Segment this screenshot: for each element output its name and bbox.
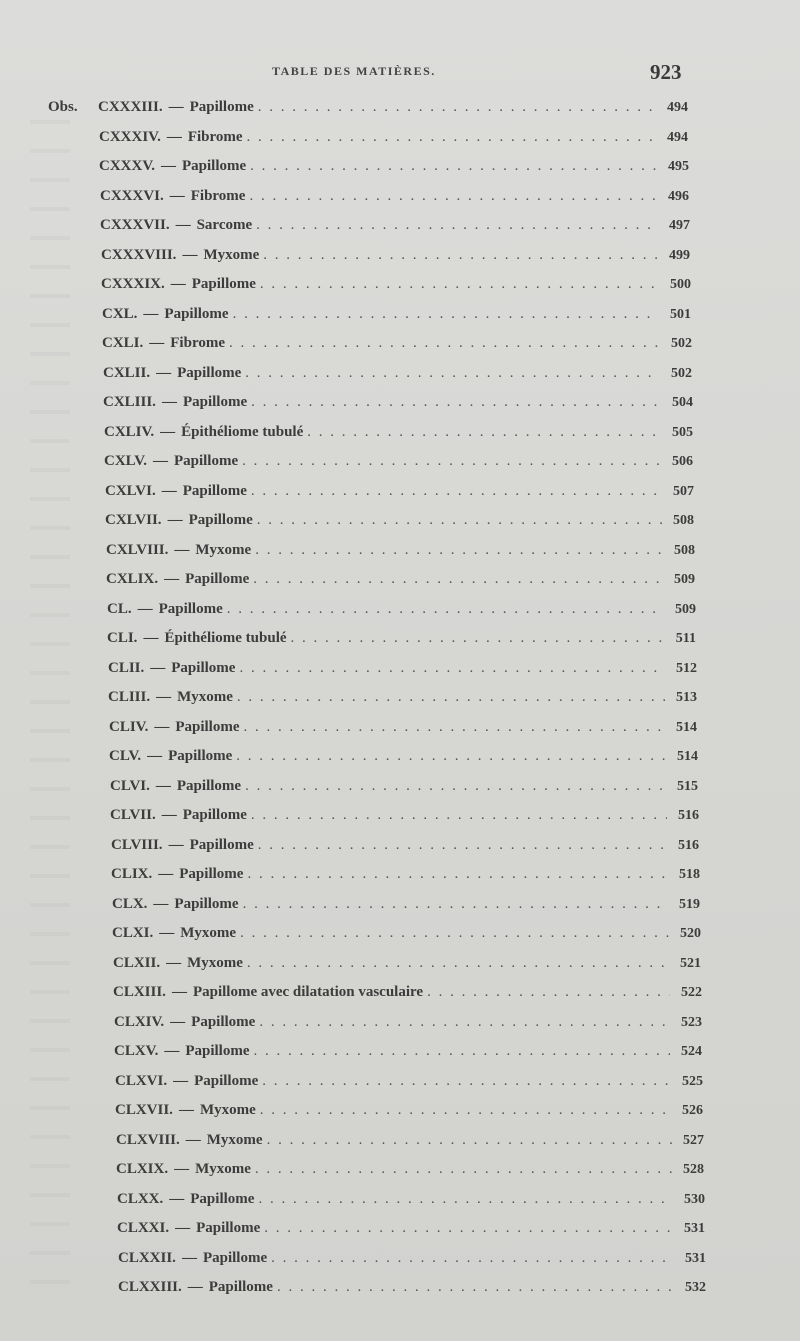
dot-leader — [242, 453, 661, 470]
observation-number: CLVII. — [110, 807, 156, 823]
observation-number: CLXV. — [114, 1043, 159, 1059]
em-dash: — — [150, 660, 166, 676]
em-dash: — — [169, 1191, 185, 1207]
toc-entry — [105, 483, 694, 509]
toc-entry — [110, 778, 698, 804]
toc-entry — [107, 601, 696, 627]
entry-page-number: 531 — [684, 1221, 705, 1236]
dot-leader — [249, 188, 657, 205]
entry-page-number: 531 — [685, 1251, 706, 1266]
entry-title: Papillome — [189, 837, 254, 853]
observation-number: CXLIII. — [103, 394, 156, 410]
observation-number: CLIX. — [111, 866, 153, 882]
entry-page-number: 506 — [672, 454, 693, 469]
entry-title: Myxome — [203, 247, 260, 263]
entry-title: Épithéliome tubulé — [181, 424, 304, 440]
em-dash: — — [161, 807, 177, 823]
em-dash: — — [166, 955, 182, 971]
entry-title: Papillome — [191, 1014, 256, 1030]
running-head: TABLE DES MATIÈRES. — [272, 64, 436, 78]
toc-entry — [118, 1279, 706, 1305]
dot-leader — [247, 866, 668, 883]
entry-page-number: 511 — [675, 631, 696, 646]
em-dash: — — [174, 1161, 190, 1177]
observation-number: CXXXVI. — [100, 188, 164, 204]
em-dash: — — [159, 925, 175, 941]
dot-leader — [255, 542, 663, 559]
dot-leader — [291, 630, 664, 647]
entry-title: Papillome — [164, 306, 229, 322]
entry-page-number: 516 — [678, 838, 699, 853]
toc-entry — [101, 276, 691, 302]
em-dash: — — [156, 365, 172, 381]
toc-entry — [117, 1220, 705, 1246]
dot-leader — [255, 1161, 672, 1178]
entry-title: Papillome — [158, 601, 223, 617]
toc-entry — [116, 1132, 704, 1158]
entry-page-number: 512 — [676, 661, 697, 676]
toc-entry — [104, 424, 693, 450]
observation-number: CLVI. — [110, 778, 150, 794]
observation-number: CXL. — [102, 306, 138, 322]
em-dash: — — [160, 424, 176, 440]
observation-number: CXXXVIII. — [101, 247, 177, 263]
entry-title: Sarcome — [196, 217, 253, 233]
toc-entry — [116, 1161, 704, 1187]
observation-number: CXLVII. — [105, 512, 162, 528]
entry-page-number: 494 — [667, 100, 688, 115]
entry-page-number: 519 — [679, 897, 700, 912]
observation-number: CLI. — [107, 630, 138, 646]
observation-number: CLVIII. — [111, 837, 163, 853]
em-dash: — — [175, 1220, 191, 1236]
entry-title: Papillome — [181, 158, 247, 174]
em-dash: — — [147, 748, 163, 764]
entry-page-number: 516 — [678, 808, 699, 823]
dot-leader — [277, 1279, 674, 1296]
entry-title: Myxome — [195, 1161, 251, 1177]
entry-page-number: 525 — [682, 1074, 703, 1089]
dot-leader — [257, 512, 662, 529]
entry-page-number: 526 — [682, 1103, 703, 1118]
entry-page-number: 502 — [671, 336, 692, 351]
dot-leader — [258, 1191, 673, 1208]
entry-page-number: 501 — [670, 307, 691, 322]
toc-entry — [100, 217, 690, 243]
toc-entry — [113, 984, 702, 1010]
entry-page-number: 509 — [675, 602, 696, 617]
entry-title: Myxome — [195, 542, 252, 558]
toc-entry — [102, 335, 692, 361]
em-dash: — — [149, 335, 165, 351]
em-dash: — — [175, 217, 191, 233]
page-number: 923 — [650, 60, 682, 84]
observation-number: CXLVIII. — [106, 542, 169, 558]
entry-title: Papillome — [182, 483, 247, 499]
observation-number: CXLIV. — [104, 424, 155, 440]
toc-entry — [108, 689, 697, 715]
dot-leader — [258, 837, 667, 854]
em-dash: — — [156, 689, 172, 705]
observation-number: CXXXIII. — [98, 99, 163, 115]
entry-page-number: 528 — [683, 1162, 704, 1177]
entry-page-number: 524 — [681, 1044, 702, 1059]
entry-page-number: 499 — [669, 248, 690, 263]
entry-title: Papillome — [182, 807, 247, 823]
dot-leader — [251, 394, 661, 411]
dot-leader — [254, 1043, 671, 1060]
entry-title: Myxome — [199, 1102, 256, 1118]
observation-number: CLXIX. — [116, 1161, 169, 1177]
entry-title: Fibrome — [170, 335, 225, 351]
entry-page-number: 515 — [677, 779, 698, 794]
toc-entry — [117, 1191, 705, 1217]
toc-entry — [111, 866, 700, 892]
em-dash: — — [185, 1132, 201, 1148]
em-dash: — — [181, 1250, 197, 1266]
entry-title: Papillome — [196, 1220, 261, 1236]
entry-page-number: 522 — [681, 985, 702, 1000]
dot-leader — [262, 1073, 671, 1090]
entry-page-number: 518 — [679, 867, 700, 882]
entry-title: Fibrome — [190, 188, 246, 204]
dot-leader — [240, 925, 669, 942]
dot-leader — [256, 217, 658, 234]
entry-title: Papillome — [182, 394, 248, 410]
observation-number: CLV. — [109, 748, 142, 764]
entry-page-number: 495 — [668, 159, 689, 174]
toc-entry — [114, 1014, 702, 1040]
dot-leader — [253, 571, 663, 588]
observation-number: CXLV. — [104, 453, 147, 469]
em-dash: — — [170, 276, 186, 292]
toc-entry — [104, 453, 693, 479]
em-dash: — — [160, 158, 176, 174]
entry-page-number: 507 — [673, 484, 694, 499]
dot-leader — [271, 1250, 674, 1267]
entry-page-number: 509 — [674, 572, 695, 587]
entry-title: Papillome — [185, 571, 250, 587]
dot-leader — [264, 1220, 673, 1237]
toc-entry — [109, 719, 697, 745]
entry-title: Papillome — [175, 719, 240, 735]
observation-number: CLXI. — [112, 925, 154, 941]
em-dash: — — [143, 630, 159, 646]
entry-page-number: 500 — [670, 277, 691, 292]
entry-title: Papillome — [190, 1191, 255, 1207]
toc-entry — [100, 188, 689, 214]
dot-leader — [251, 807, 667, 824]
toc-entry — [113, 955, 701, 981]
entry-title: Myxome — [206, 1132, 263, 1148]
entry-page-number: 532 — [685, 1280, 706, 1295]
entry-title: Épithéliome tubulé — [164, 630, 287, 646]
dot-leader — [267, 1132, 672, 1149]
observation-number: CLXXII. — [118, 1250, 176, 1266]
dot-leader — [247, 129, 656, 146]
toc-entry — [114, 1043, 702, 1069]
em-dash: — — [164, 1043, 180, 1059]
observation-number: CLXIV. — [114, 1014, 165, 1030]
entry-page-number: 502 — [671, 366, 692, 381]
dot-leader — [227, 601, 664, 618]
entry-title: Papillome — [194, 1073, 259, 1089]
entry-title: Papillome — [179, 866, 244, 882]
em-dash: — — [170, 1014, 186, 1030]
entry-title: Papillome — [176, 778, 242, 794]
observation-number: CLXVI. — [115, 1073, 168, 1089]
dot-leader — [260, 276, 659, 293]
toc-entry — [110, 807, 699, 833]
observation-number: CLXX. — [117, 1191, 164, 1207]
observation-number: CLXXIII. — [118, 1279, 182, 1295]
entry-page-number: 494 — [667, 130, 688, 145]
em-dash: — — [171, 984, 187, 1000]
em-dash: — — [155, 778, 171, 794]
observation-number: CLX. — [112, 896, 148, 912]
em-dash: — — [173, 1073, 189, 1089]
toc-entry — [112, 896, 700, 922]
observation-number: CLXVII. — [115, 1102, 173, 1118]
observation-number: CXLII. — [103, 365, 151, 381]
entry-title: Papillome — [173, 453, 239, 469]
em-dash: — — [161, 394, 177, 410]
entry-page-number: 523 — [681, 1015, 702, 1030]
dot-leader — [307, 424, 661, 441]
entry-page-number: 521 — [680, 956, 701, 971]
toc-entry — [118, 1250, 706, 1276]
observation-number: CLXXI. — [117, 1220, 170, 1236]
page-header — [0, 62, 800, 92]
dot-leader — [259, 1014, 670, 1031]
entry-page-number: 497 — [669, 218, 690, 233]
em-dash: — — [167, 512, 183, 528]
em-dash: — — [168, 837, 184, 853]
entry-page-number: 508 — [674, 543, 695, 558]
observation-number: CXXXIV. — [99, 129, 161, 145]
em-dash: — — [137, 601, 153, 617]
toc-entry — [107, 630, 696, 656]
entry-page-number: 505 — [672, 425, 693, 440]
toc-entry — [103, 365, 692, 391]
observation-number: CLXII. — [113, 955, 161, 971]
em-dash: — — [152, 453, 168, 469]
entry-page-number: 496 — [668, 189, 689, 204]
entry-title: Papillome — [168, 748, 233, 764]
entry-page-number: 513 — [676, 690, 697, 705]
em-dash: — — [154, 719, 170, 735]
dot-leader — [236, 748, 666, 765]
entry-title: Papillome — [188, 512, 253, 528]
toc-entry — [106, 542, 695, 568]
dot-leader — [245, 365, 660, 382]
observation-number: CXXXV. — [99, 158, 155, 174]
toc-entry — [105, 512, 694, 538]
dot-leader — [260, 1102, 671, 1119]
em-dash: — — [158, 866, 174, 882]
dot-leader — [258, 99, 656, 116]
observation-number: CLXVIII. — [116, 1132, 180, 1148]
em-dash: — — [174, 542, 190, 558]
entry-title: Fibrome — [187, 129, 243, 145]
entry-title: Myxome — [180, 925, 237, 941]
observation-number: CXLIX. — [106, 571, 159, 587]
toc-entry — [115, 1073, 703, 1099]
observation-number: CLIII. — [108, 689, 151, 705]
show-through-bleed — [30, 120, 70, 1290]
entry-title: Papillome — [177, 365, 242, 381]
observation-number: CXLVI. — [105, 483, 156, 499]
observation-number: CLIV. — [109, 719, 149, 735]
dot-leader — [263, 247, 658, 264]
toc-entry — [112, 925, 701, 951]
em-dash: — — [166, 129, 182, 145]
dot-leader — [237, 689, 665, 706]
entry-title: Papillome — [185, 1043, 250, 1059]
toc-entry — [108, 660, 697, 686]
toc-entry — [109, 748, 698, 774]
entry-page-number: 514 — [676, 720, 697, 735]
em-dash: — — [161, 483, 177, 499]
observation-number: CXXXIX. — [101, 276, 165, 292]
toc-entry — [99, 129, 688, 155]
entry-title: Papillome — [189, 99, 254, 115]
entry-title: Myxome — [177, 689, 233, 705]
toc-entry — [106, 571, 695, 597]
toc-entry — [111, 837, 699, 863]
entry-title: Papillome avec dilatation vasculaire — [192, 984, 424, 1000]
em-dash: — — [187, 1279, 203, 1295]
toc-entry — [98, 99, 688, 125]
toc-entry — [101, 247, 690, 273]
toc-entry — [102, 306, 691, 332]
observation-number: CXLI. — [102, 335, 144, 351]
dot-leader — [250, 158, 657, 175]
entry-page-number: 514 — [677, 749, 698, 764]
obs-prefix: Obs. — [48, 99, 78, 115]
observation-number: CXXXVII. — [100, 217, 170, 233]
entry-title: Myxome — [187, 955, 243, 971]
em-dash: — — [168, 99, 184, 115]
dot-leader — [233, 306, 659, 323]
dot-leader — [251, 483, 662, 500]
entry-title: Papillome — [174, 896, 239, 912]
observation-number: CLII. — [108, 660, 145, 676]
entry-page-number: 530 — [684, 1192, 705, 1207]
entry-title: Papillome — [208, 1279, 273, 1295]
dot-leader — [245, 778, 666, 795]
toc-entry — [103, 394, 693, 420]
entry-title: Papillome — [171, 660, 236, 676]
em-dash: — — [153, 896, 169, 912]
em-dash: — — [182, 247, 198, 263]
entry-title: Papillome — [191, 276, 256, 292]
dot-leader — [243, 896, 668, 913]
dot-leader — [229, 335, 660, 352]
em-dash: — — [178, 1102, 194, 1118]
entry-title: Papillome — [202, 1250, 268, 1266]
dot-leader — [247, 955, 669, 972]
dot-leader — [239, 660, 665, 677]
toc-entry — [99, 158, 689, 184]
em-dash: — — [143, 306, 159, 322]
entry-page-number: 527 — [683, 1133, 704, 1148]
observation-number: CL. — [107, 601, 132, 617]
entry-page-number: 520 — [680, 926, 701, 941]
entry-page-number: 504 — [672, 395, 693, 410]
dot-leader — [244, 719, 666, 736]
toc-entry — [115, 1102, 703, 1128]
em-dash: — — [169, 188, 185, 204]
dot-leader — [427, 984, 670, 1001]
em-dash: — — [164, 571, 180, 587]
observation-number: CLXIII. — [113, 984, 166, 1000]
entry-page-number: 508 — [673, 513, 694, 528]
